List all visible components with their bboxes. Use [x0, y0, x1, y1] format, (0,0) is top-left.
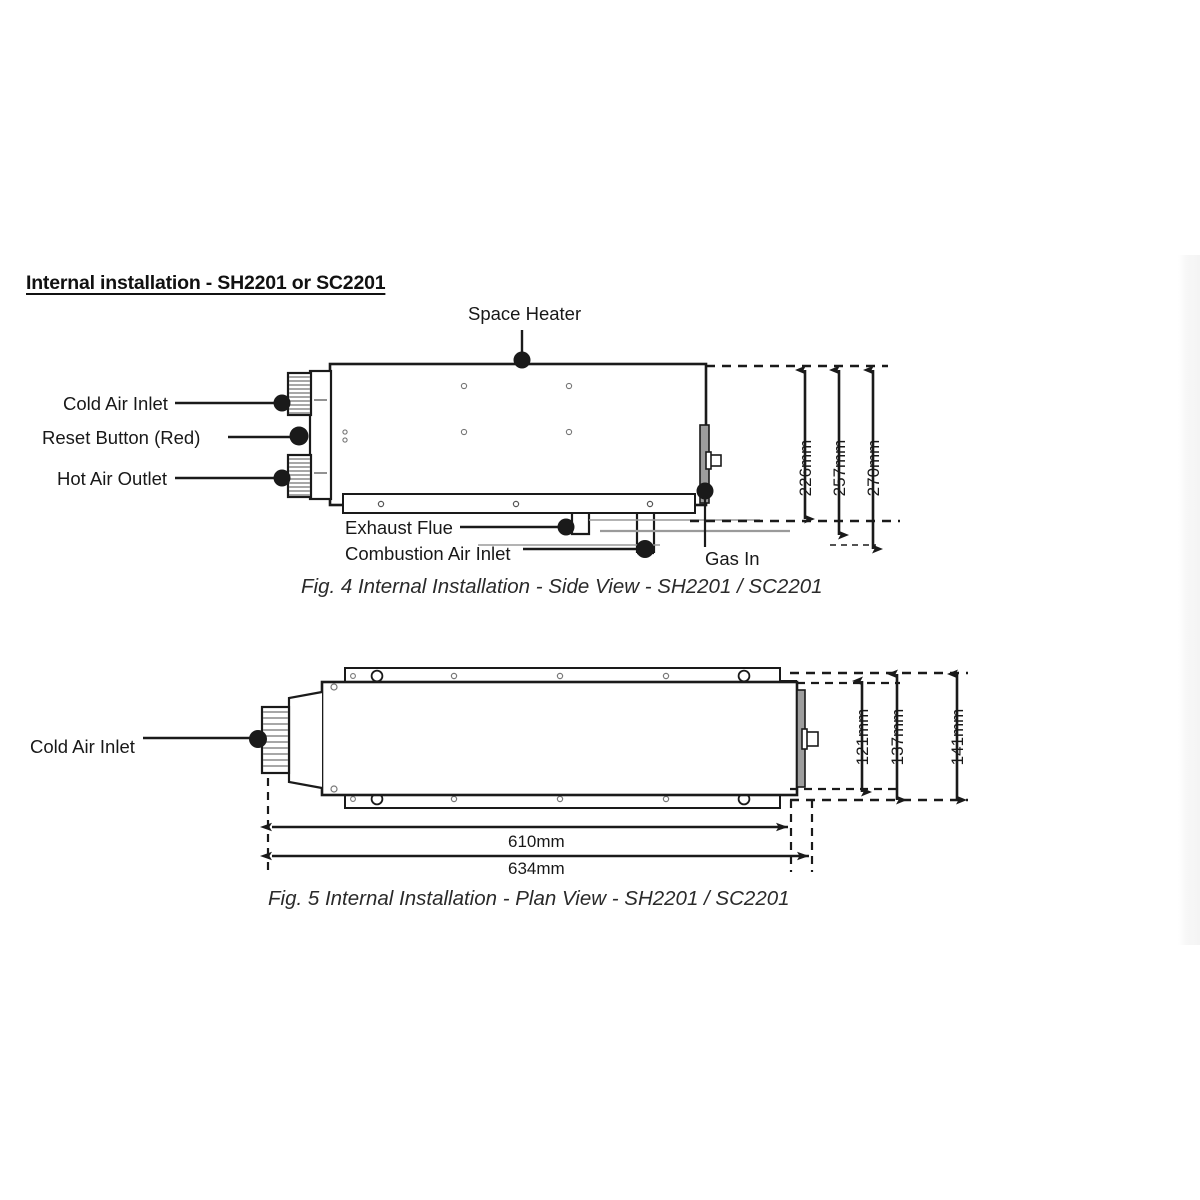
- dim-226mm-label: 226mm: [796, 439, 815, 497]
- dim-257mm-label: 257mm: [830, 439, 849, 497]
- callout-gas-in: Gas In: [705, 548, 760, 569]
- figure-4-caption: Fig. 4 Internal Installation - Side View - SH2201 / SC2201: [301, 575, 823, 598]
- dim-141mm-label: 141mm: [948, 708, 967, 766]
- section-title: Internal installation - SH2201 or SC2201: [26, 272, 386, 294]
- fig4-geometry: [175, 330, 900, 558]
- dim-121mm-label: 121mm: [853, 708, 872, 766]
- figure-5-caption: Fig. 5 Internal Installation - Plan View - SH2201 / SC2201: [268, 887, 790, 910]
- dim-137mm-label: 137mm: [888, 708, 907, 766]
- callout-exhaust-flue: Exhaust Flue: [345, 517, 453, 538]
- dim-270mm-label: 270mm: [864, 439, 883, 497]
- dim-610mm-label: 610mm: [508, 832, 565, 851]
- callout-cold-air-inlet-side: Cold Air Inlet: [63, 393, 168, 414]
- callout-space-heater: Space Heater: [468, 303, 582, 324]
- callout-hot-air-outlet: Hot Air Outlet: [57, 468, 168, 489]
- callout-cold-air-inlet-plan: Cold Air Inlet: [30, 736, 135, 757]
- callout-combustion-air-inlet: Combustion Air Inlet: [345, 543, 511, 564]
- callout-reset-button: Reset Button (Red): [42, 427, 201, 448]
- dim-634mm-label: 634mm: [508, 859, 565, 878]
